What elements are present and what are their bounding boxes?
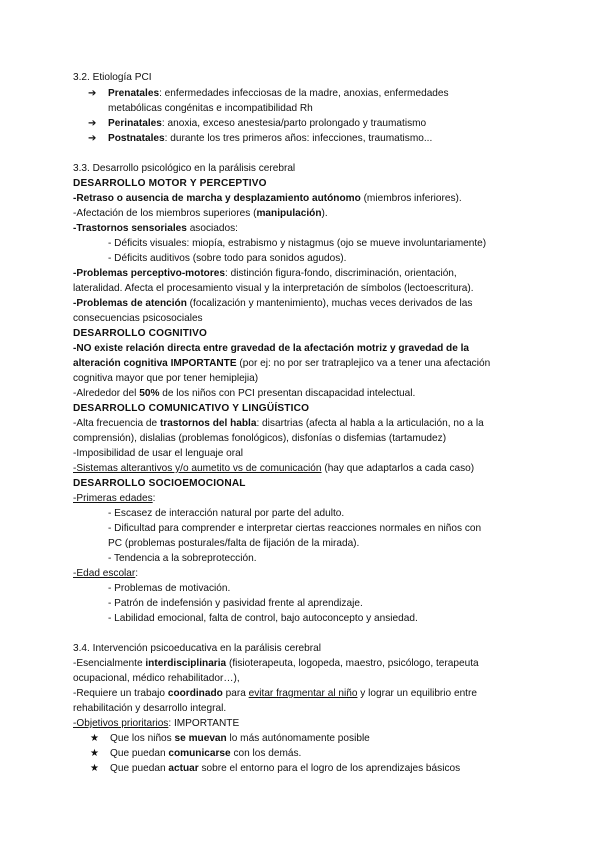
paragraph-perceptivo: -Problemas perceptivo-motores: distinción figura-fondo, discriminación, orientación,: [73, 268, 457, 279]
list-item-motivacion: - Problemas de motivación.: [108, 583, 231, 594]
list-item-objetivo-3: ★ Que puedan actuar sobre el entorno para el logro de los aprendizajes básicos: [90, 763, 461, 774]
paragraph-retraso: -Retraso o ausencia de marcha y desplazamiento autónomo (miembros inferiores).: [73, 193, 462, 204]
list-item-escasez: - Escasez de interacción natural por parte del adulto.: [108, 508, 345, 519]
paragraph-habla: -Alta frecuencia de trastornos del habla: disartrias (afecta al habla a la articulación, no a la: [73, 418, 484, 429]
list-item-objetivo-2: ★ Que puedan comunicarse con los demás.: [90, 748, 302, 759]
paragraph-no-existe: -NO existe relación directa entre gravedad de la afectación motriz y gravedad de la: [73, 343, 470, 354]
list-item-deficits-auditivos: - Déficits auditivos (sobre todo para sonidos agudos).: [108, 253, 347, 264]
list-item-tendencia: - Tendencia a la sobreprotección.: [108, 553, 257, 564]
list-item-patron: - Patrón de indefensión y pasividad frente al aprendizaje.: [108, 598, 363, 609]
paragraph-sistemas: -Sistemas alterantivos y/o aumetito vs de comunicación (hay que adaptarlos a cada caso): [73, 463, 475, 474]
paragraph-requiere: -Requiere un trabajo coordinado para evitar fragmentar al niño y lograr un equilibrio entre: [73, 688, 477, 699]
list-item-deficits-visuales: - Déficits visuales: miopía, estrabismo y nistagmus (ojo se mueve involuntariamente): [108, 238, 487, 249]
arrow-icon: ➔: [88, 133, 97, 144]
star-icon: ★: [90, 748, 100, 759]
paragraph-afectacion: -Afectación de los miembros superiores (manipulación).: [73, 208, 328, 219]
arrow-icon: ➔: [88, 118, 97, 129]
list-item-prenatales-cont: metabólicas congénitas e incompatibilidad Rh: [108, 103, 313, 114]
list-item-dificultad-cont: PC (problemas posturales/falta de fijación de la mirada).: [108, 538, 360, 549]
list-item-objetivo-1: ★ Que los niños se muevan lo más autónomamente posible: [90, 733, 370, 744]
list-item-labilidad: - Labilidad emocional, falta de control, bajo autoconcepto y ansiedad.: [108, 613, 418, 624]
heading-motor: DESARROLLO MOTOR Y PERCEPTIVO: [73, 178, 267, 189]
paragraph-trastornos: -Trastornos sensoriales asociados:: [73, 223, 238, 234]
star-icon: ★: [90, 733, 100, 744]
list-item-prenatales: ➔ Prenatales: enfermedades infecciosas de la madre, anoxias, enfermedades: [88, 88, 449, 99]
paragraph-alrededor: -Alrededor del 50% de los niños con PCI presentan discapacidad intelectual.: [73, 388, 416, 399]
arrow-icon: ➔: [88, 88, 97, 99]
paragraph-objetivos: -Objetivos prioritarios: IMPORTANTE: [73, 718, 240, 729]
heading-cognitivo: DESARROLLO COGNITIVO: [73, 328, 208, 339]
list-item-postnatales: ➔ Postnatales: durante los tres primeros años: infecciones, traumatismo...: [88, 133, 433, 144]
list-item-perinatales: ➔ Perinatales: anoxia, exceso anestesia/parto prolongado y traumatismo: [88, 118, 427, 129]
paragraph-edad-escolar: -Edad escolar:: [73, 568, 139, 579]
section-3-4-title: 3.4. Intervención psicoeducativa en la parálisis cerebral: [73, 643, 321, 654]
section-3-2-title: 3.2. Etiología PCI: [73, 72, 152, 83]
paragraph-esencialmente-cont: ocupacional, médico rehabilitador…),: [73, 673, 240, 684]
paragraph-imposibilidad: -Imposibilidad de usar el lenguaje oral: [73, 448, 244, 459]
paragraph-atencion-cont: consecuencias psicosociales: [73, 313, 203, 324]
star-icon: ★: [90, 763, 100, 774]
paragraph-habla-cont: comprensión), dislalias (problemas fonológicos), disfonías o disfemias (tartamudez): [73, 433, 447, 444]
paragraph-perceptivo-cont: lateralidad. Afecta el procesamiento visual y la interpretación de símbolos (lectoescritura).: [73, 283, 474, 294]
heading-comunicativo: DESARROLLO COMUNICATIVO Y LINGÜÍSTICO: [73, 403, 310, 414]
paragraph-esencialmente: -Esencialmente interdisciplinaria (fisioterapeuta, logopeda, maestro, psicólogo, terapeuta: [73, 658, 479, 669]
heading-socioemocional: DESARROLLO SOCIOEMOCIONAL: [73, 478, 246, 489]
list-item-dificultad: - Dificultad para comprender e interpretar ciertas reacciones normales en niños con: [108, 523, 482, 534]
paragraph-primeras-edades: -Primeras edades:: [73, 493, 156, 504]
section-3-3-title: 3.3. Desarrollo psicológico en la parálisis cerebral: [73, 163, 296, 174]
paragraph-no-existe-cont: alteración cognitiva IMPORTANTE (por ej: no por ser tratraplejico va a tener una afectación: [73, 358, 491, 369]
paragraph-atencion: -Problemas de atención (focalización y mantenimiento), muchas veces derivados de las: [73, 298, 473, 309]
paragraph-no-existe-cont2: cognitiva mayor que por tener hemiplejia): [73, 373, 259, 384]
paragraph-requiere-cont: rehabilitación y desarrollo integral.: [73, 703, 227, 714]
